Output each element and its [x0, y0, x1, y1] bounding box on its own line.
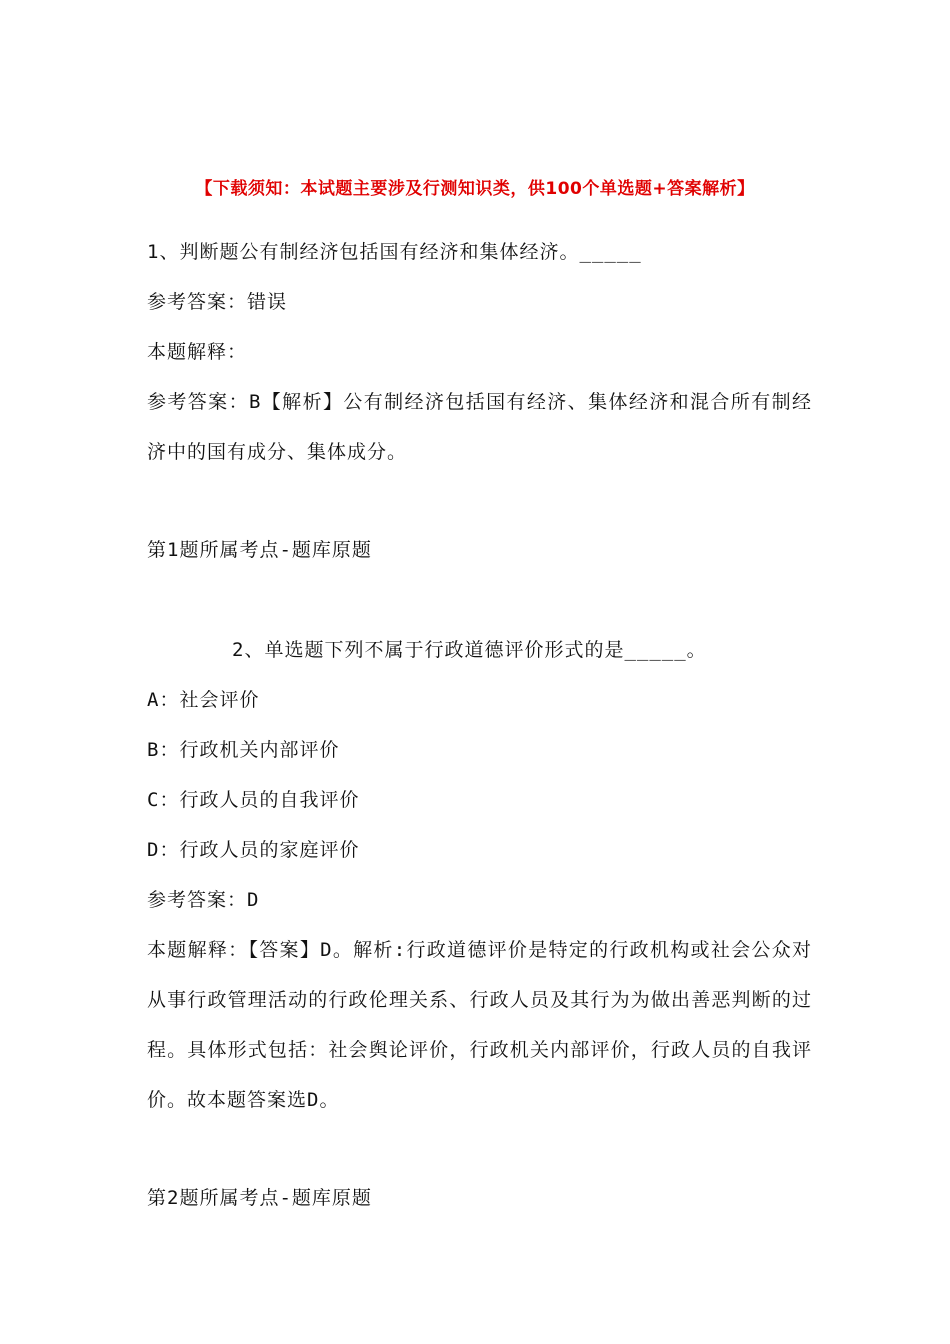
question-2-option-a: A：社会评价 [147, 689, 260, 711]
question-2-option-b: B：行政机关内部评价 [147, 739, 340, 761]
question-1-explanation: 参考答案：B【解析】公有制经济包括国有经济、集体经济和混合所有制经济中的国有成分、集体成分。 [147, 391, 812, 463]
question-2-explanation: 本题解释：【答案】D。解析:行政道德评价是特定的行政机构或社会公众对从事行政管理活动的行政伦理关系、行政人员及其行为为做出善恶判断的过程。具体形式包括：社会舆论评价，行政机关内部评价，行政人员的自我评价。故本题答案选D。 [147, 939, 812, 1111]
question-2-stem: 2、单选题下列不属于行政道德评价形式的是_____。 [232, 639, 707, 661]
question-2-point: 第2题所属考点-题库原题 [147, 1187, 372, 1209]
question-1-answer: 参考答案：错误 [147, 291, 288, 313]
question-1-explain-label: 本题解释： [147, 341, 248, 363]
question-2-option-c: C：行政人员的自我评价 [147, 789, 360, 811]
question-2-option-d: D：行政人员的家庭评价 [147, 839, 360, 861]
question-1-stem: 1、判断题公有制经济包括国有经济和集体经济。_____ [147, 241, 642, 263]
question-2-answer: 参考答案：D [147, 889, 260, 911]
download-notice: 【下载须知：本试题主要涉及行测知识类，供100个单选题+答案解析】 [195, 179, 755, 199]
question-1-point: 第1题所属考点-题库原题 [147, 539, 372, 561]
